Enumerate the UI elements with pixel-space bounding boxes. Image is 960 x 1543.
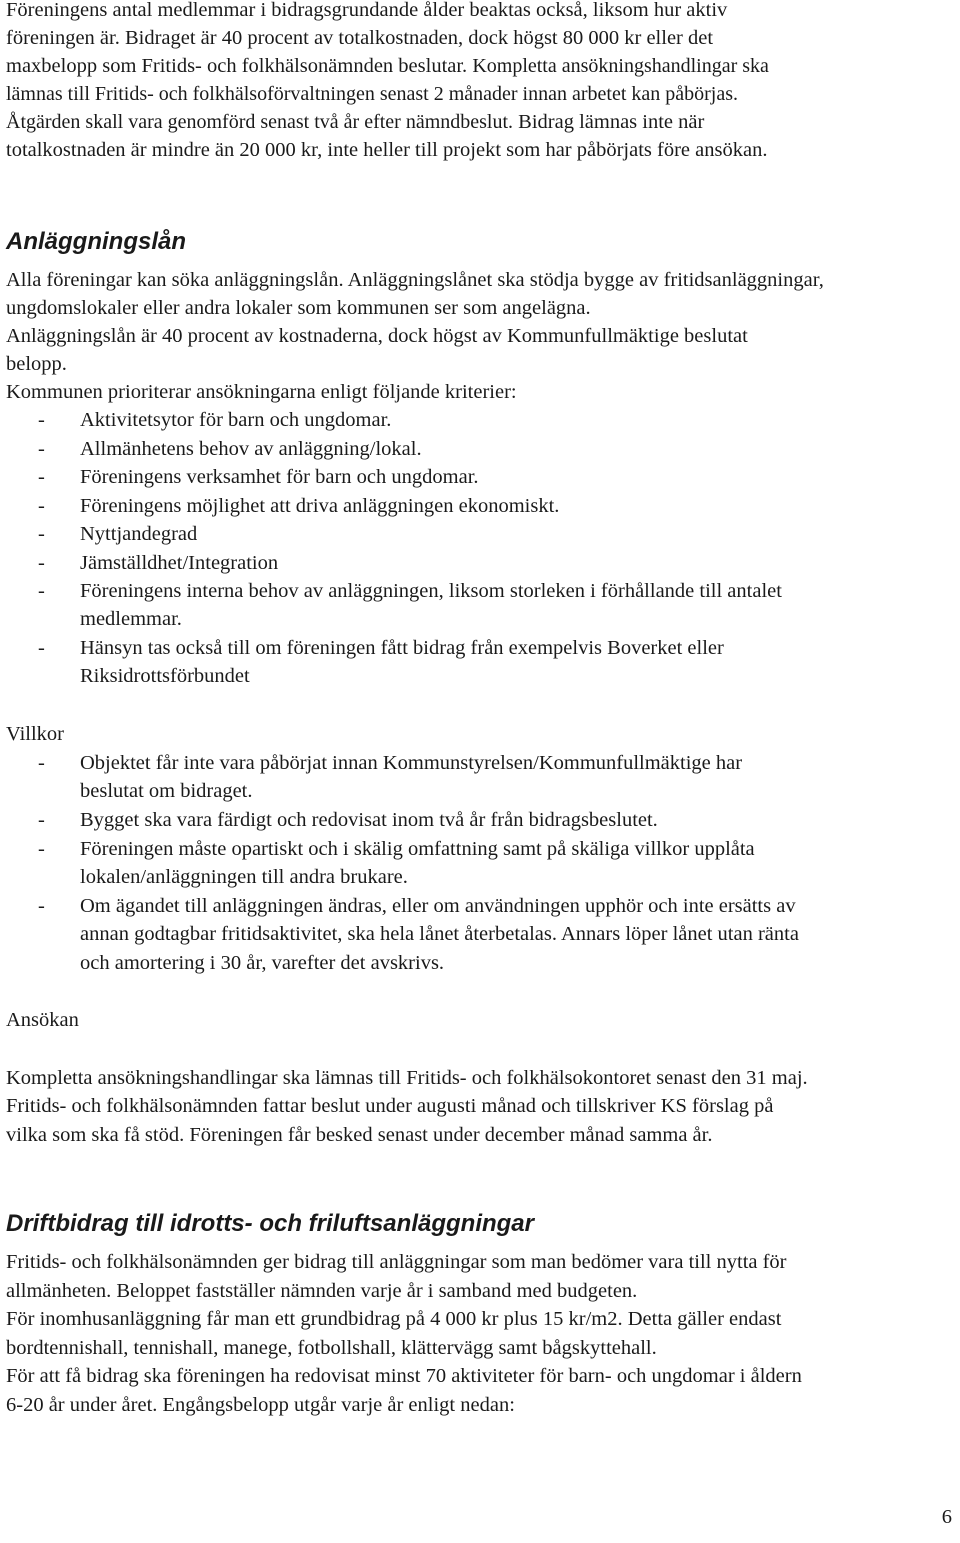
list-item: Allmänhetens behov av anläggning/lokal.	[80, 438, 422, 460]
text-line: föreningen är. Bidraget är 40 procent av totalkostnaden, dock högst 80 000 kr eller det	[6, 27, 714, 49]
list-item: Objektet får inte vara påbörjat innan Kommunstyrelsen/Kommunfullmäktige har	[80, 752, 743, 774]
text-line	[6, 52, 769, 80]
bullet-dash: -	[38, 495, 45, 517]
text-line: totalkostnaden är mindre än 20 000 kr, inte heller till projekt som har påbörjats före ansökan.	[6, 139, 768, 161]
bullet-dash: -	[38, 552, 45, 574]
text-line: Kommunen prioriterar ansökningarna enligt följande kriterier:	[6, 381, 517, 403]
list-item-continuation: Riksidrottsförbundet	[80, 665, 250, 687]
text-line	[6, 108, 704, 136]
text-line: Anläggningslån är 40 procent av kostnaderna, dock högst av Kommunfullmäktige beslutat	[6, 325, 748, 347]
list-item: Hänsyn tas också till om föreningen fått bidrag från exempelvis Boverket eller	[80, 637, 724, 659]
text-line: ungdomslokaler eller andra lokaler som kommunen ser som angelägna.	[6, 297, 591, 319]
text-line: vilka som ska få stöd. Föreningen får besked senast under december månad samma år.	[6, 1124, 713, 1146]
list-item: Föreningens interna behov av anläggningen, liksom storleken i förhållande till antalet	[80, 580, 782, 602]
text-segment: Anläggningslånet ska stödja bygge av fritidsanläggningar,	[347, 269, 824, 291]
subheading-ansokan: Ansökan	[6, 1009, 79, 1031]
text-segment: Bidrag lämnas inte när	[518, 111, 705, 133]
list-item: Nyttjandegrad	[80, 523, 198, 545]
list-item-continuation: annan godtagbar fritidsaktivitet, ska hela lånet återbetalas. Annars löper lånet utan ränta	[80, 923, 799, 945]
bullet-dash: -	[38, 580, 45, 602]
page-number: 6	[941, 1506, 952, 1528]
bullet-dash: -	[38, 809, 45, 831]
bullet-dash: -	[38, 466, 45, 488]
text-segment: maxbelopp som Fritids- och folkhälsonämnden beslutar.	[6, 55, 468, 77]
text-line: bordtennishall, tennishall, manege, fotbollshall, klättervägg samt bågskyttehall.	[6, 1337, 657, 1359]
list-item-continuation: medlemmar.	[80, 608, 182, 630]
bullet-dash: -	[38, 523, 45, 545]
list-item: Om ägandet till anläggningen ändras, eller om användningen upphör och inte ersätts av	[80, 895, 796, 917]
list-item-continuation: lokalen/anläggningen till andra brukare.	[80, 866, 408, 888]
text-segment: Åtgärden skall vara genomförd senast två år efter nämndbeslut.	[6, 111, 514, 133]
text-segment: Alla föreningar kan söka anläggningslån.	[6, 269, 344, 291]
text-line: Fritids- och folkhälsonämnden ger bidrag till anläggningar som man bedömer vara till nytta för	[6, 1251, 787, 1273]
text-line: Kompletta ansökningshandlingar ska lämnas till Fritids- och folkhälsokontoret senast den 31 maj.	[6, 1067, 808, 1089]
text-line	[6, 266, 824, 294]
list-item: Föreningens möjlighet att driva anläggningen ekonomiskt.	[80, 495, 560, 517]
section-heading: Driftbidrag till idrotts- och friluftsanläggningar	[6, 1210, 534, 1237]
section-heading: Anläggningslån	[6, 228, 186, 255]
list-item: Aktivitetsytor för barn och ungdomar.	[80, 409, 392, 431]
text-line: 6-20 år under året. Engångsbelopp utgår varje år enligt nedan:	[6, 1394, 515, 1416]
bullet-dash: -	[38, 438, 45, 460]
list-item: Bygget ska vara färdigt och redovisat inom två år från bidragsbeslutet.	[80, 809, 658, 831]
text-line: Föreningens antal medlemmar i bidragsgrundande ålder beaktas också, liksom hur aktiv	[6, 0, 728, 21]
list-item-continuation: beslutat om bidraget.	[80, 780, 253, 802]
list-item-continuation: och amortering i 30 år, varefter det avskrivs.	[80, 952, 445, 974]
bullet-dash: -	[38, 895, 45, 917]
text-line: För att få bidrag ska föreningen ha redovisat minst 70 aktiviteter för barn- och ungdomar i åldern	[6, 1365, 802, 1387]
bullet-dash: -	[38, 838, 45, 860]
list-item: Föreningen måste opartiskt och i skälig omfattning samt på skäliga villkor upplåta	[80, 838, 755, 860]
bullet-dash: -	[38, 752, 45, 774]
bullet-dash: -	[38, 637, 45, 659]
text-line: allmänheten. Beloppet fastställer nämnden varje år i samband med budgeten.	[6, 1280, 638, 1302]
list-item: Föreningens verksamhet för barn och ungdomar.	[80, 466, 479, 488]
text-segment: Kompletta ansökningshandlingar ska	[472, 55, 769, 77]
text-line: belopp.	[6, 353, 67, 375]
bullet-dash: -	[38, 409, 45, 431]
list-item: Jämställdhet/Integration	[80, 552, 279, 574]
text-line: För inomhusanläggning får man ett grundbidrag på 4 000 kr plus 15 kr/m2. Detta gäller endast	[6, 1308, 782, 1330]
text-line: Fritids- och folkhälsonämnden fattar beslut under augusti månad och tillskriver KS förslag på	[6, 1095, 774, 1117]
text-line: lämnas till Fritids- och folkhälsoförvaltningen senast 2 månader innan arbetet kan påbörjas.	[6, 83, 739, 105]
subheading-villkor: Villkor	[6, 723, 64, 745]
